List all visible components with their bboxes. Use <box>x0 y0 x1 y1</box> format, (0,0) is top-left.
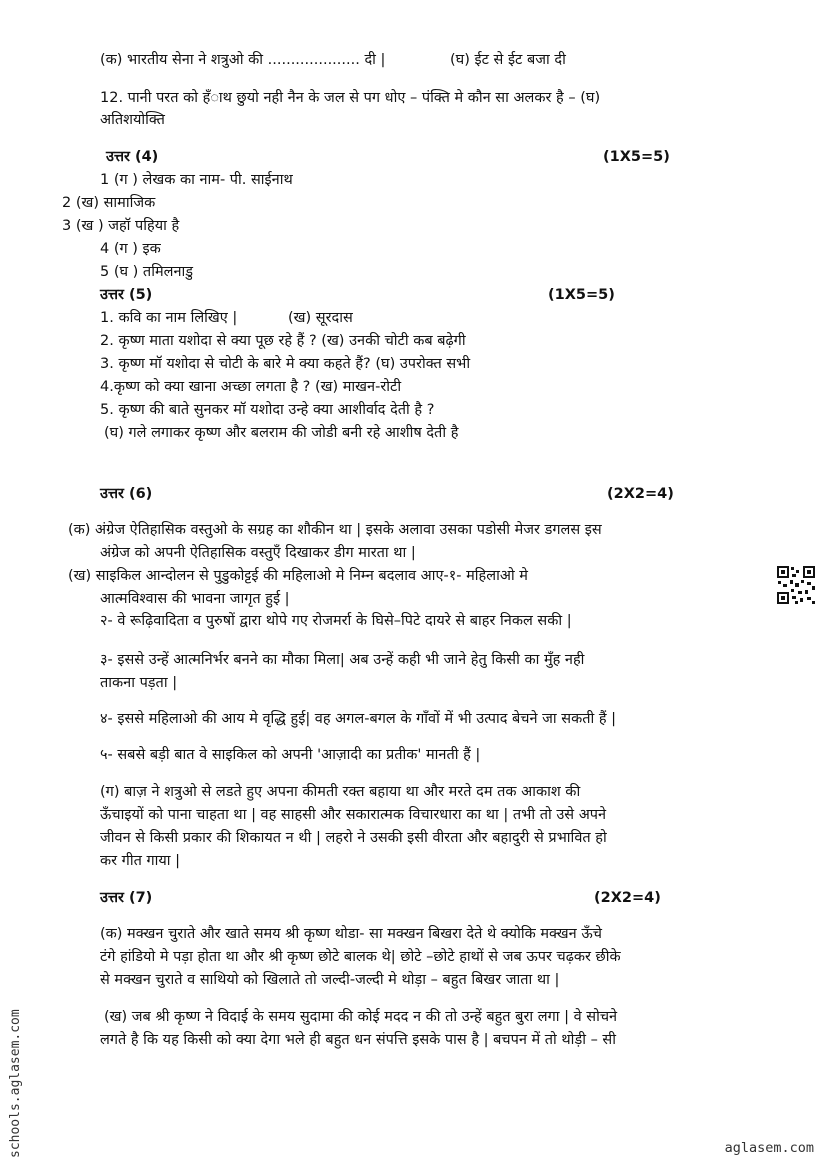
text-line: ४- इससे महिलाओ की आय मे वृद्धि हुई| वह अगल-बगल के गाँवों में भी उत्पाद बेचने जा सकती हैं | <box>100 711 617 727</box>
text-line: (क) मक्खन चुराते और खाते समय श्री कृष्ण थोडा- सा मक्खन बिखरा देते थे क्योकि मक्खन ऊँचे <box>100 926 602 942</box>
marks-label: (1X5=5) <box>603 149 670 165</box>
text-line: (ख) साइकिल आन्दोलन से पुडुकोट्टई की महिलाओ मे निम्न बदलाव आए-१- महिलाओ मे <box>68 568 528 584</box>
text-line: जीवन से किसी प्रकार की शिकायत न थी | लहरो ने उसकी इसी वीरता और बहादुरी से प्रभावित हो <box>100 830 607 846</box>
text-line: 2. कृष्ण माता यशोदा से क्या पूछ रहे हैं ? (ख) उनकी चोटी कब बढ़ेगी <box>100 333 466 349</box>
text-line: (ख) जब श्री कृष्ण ने विदाई के समय सुदामा की कोई मदद न की तो उन्हें बहुत बुरा लगा | वे सोचने <box>104 1009 618 1025</box>
text-line: (ग) बाज़ ने शत्रुओ से लडते हुए अपना कीमती रक्त बहाया था और मरते दम तक आकाश की <box>100 784 581 800</box>
section-heading: उत्तर (4) <box>106 149 159 165</box>
footer-watermark: aglasem.com <box>724 1140 814 1156</box>
text-line: 4.कृष्ण को क्या खाना अच्छा लगता है ? (ख) माखन-रोटी <box>100 379 402 395</box>
text-line: 5 (घ ) तमिलनाडु <box>100 264 194 280</box>
text-line: 3 (ख ) जहॉ पहिया है <box>62 218 180 234</box>
text-line: ५- सबसे बड़ी बात वे साइकिल को अपनी 'आज़ादी का प्रतीक' मानती हैं | <box>100 747 481 763</box>
text-line: ताकना पड़ता | <box>100 675 178 691</box>
text-line: ३- इससे उन्हें आत्मनिर्भर बनने का मौका मिला| अब उन्हें कही भी जाने हेतु किसी का मुँह नही <box>100 652 585 668</box>
section-heading: उत्तर (7) <box>100 890 153 906</box>
text-line: २- वे रूढ़िवादिता व पुरुषों द्वारा थोपे गए रोजमर्रा के घिसे–पिटे दायरे से बाहर निकल सकी | <box>100 613 572 629</box>
text-line: आत्मविश्वास की भावना जागृत हुई | <box>100 591 290 607</box>
text-line: 5. कृष्ण की बाते सुनकर मॉ यशोदा उन्हे क्या आशीर्वाद देती है ? <box>100 402 435 418</box>
text-line: (घ) गले लगाकर कृष्ण और बलराम की जोडी बनी रहे आशीष देती है <box>104 425 459 441</box>
side-watermark: schools.aglasem.com <box>8 1009 23 1158</box>
marks-label: (1X5=5) <box>548 287 615 303</box>
text-line: अतिशयोक्ति <box>100 112 165 128</box>
section-heading: उत्तर (5) <box>100 287 153 303</box>
text-line: लगते है कि यह किसी को क्या देगा भले ही बहुत धन संपत्ति इसके पास है | बचपन में तो थोड़ी – सी <box>100 1032 616 1048</box>
text-line: ऊँचाइयों को पाना चाहता था | वह साहसी और सकारात्मक विचारधारा का था | तभी तो उसे अपने <box>100 807 607 823</box>
text-line: कर गीत गाया | <box>100 853 181 869</box>
text-line: टंगे हांडियो मे पड़ा होता था और श्री कृष्ण छोटे बालक थे| छोटे –छोटे हाथों से जब ऊपर चढ़कर छीके <box>100 949 621 965</box>
text-line: अंग्रेज को अपनी ऐतिहासिक वस्तुएँ दिखाकर डीग मारता था | <box>100 545 416 561</box>
text-line: 2 (ख) सामाजिक <box>62 195 156 211</box>
text-line: (क) भारतीय सेना ने शत्रुओ की .................... दी | <box>100 52 386 68</box>
text-line: से मक्खन चुराते व साथियो को खिलाते तो जल्दी-जल्दी मे थोड़ा – बहुत बिखर जाता था | <box>100 972 560 988</box>
marks-label: (2X2=4) <box>594 890 661 906</box>
text-line: 4 (ग ) इक <box>100 241 161 257</box>
text-line: (क) अंग्रेज ऐतिहासिक वस्तुओ के सग्रह का शौकीन था | इसके अलावा उसका पडोसी मेजर डगलस इस <box>68 522 602 538</box>
text-line: 3. कृष्ण मॉ यशोदा से चोटी के बारे मे क्या कहते हैं? (घ) उपरोक्त सभी <box>100 356 471 372</box>
text-line: 1. कवि का नाम लिखिए | <box>100 310 238 326</box>
text-line: (घ) ईट से ईट बजा दी <box>450 52 566 68</box>
section-heading: उत्तर (6) <box>100 486 153 502</box>
text-line: 12. पानी परत को हँाथ छुयो नही नैन के जल से पग धोए – पंक्ति मे कौन सा अलकर है – (घ) <box>100 90 601 106</box>
text-line: (ख) सूरदास <box>288 310 353 326</box>
qr-code-icon <box>776 565 816 605</box>
marks-label: (2X2=4) <box>607 486 674 502</box>
text-line: 1 (ग ) लेखक का नाम- पी. साईनाथ <box>100 172 293 188</box>
